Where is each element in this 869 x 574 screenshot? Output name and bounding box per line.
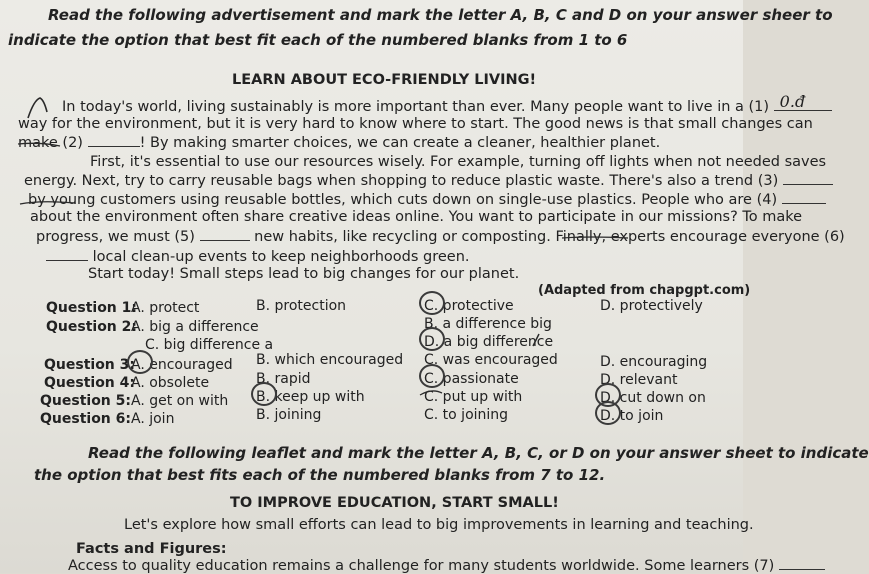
question-label: Question 5: — [40, 393, 131, 409]
passage-text: energy. Next, try to carry reusable bags when shopping to reduce plastic waste. There's also a trend (3) — [24, 173, 779, 189]
option-c: C. to joining — [424, 407, 509, 423]
section2-instruction-line1: Read the following leaflet and mark the letter A, B, C, or D on your answer sheet to indicate — [88, 444, 869, 462]
passage-text: new habits, like recycling or composting. Finally, experts encourage everyone (6) — [254, 229, 845, 245]
option-a: A. protect — [131, 300, 200, 316]
section2-instruction-line2: the option that best fits each of the numbered blanks from 7 to 12. — [34, 466, 606, 484]
source-credit: (Adapted from chapgpt.com) — [538, 283, 751, 298]
passage-text: Access to quality education remains a challenge for many students worldwide. Some learners (7) — [68, 558, 775, 574]
option-b: B. protection — [256, 298, 347, 314]
option-d: D. a big difference — [424, 334, 554, 350]
passage-line: way for the environment, but it is very hard to know where to start. The good news is that small changes can — [18, 116, 813, 132]
passage-line: Start today! Small steps lead to big changes for our planet. — [88, 266, 520, 282]
section1-instruction-line2: indicate the option that best fit each of the numbered blanks from 1 to 6 — [8, 31, 628, 49]
facts-line — [68, 557, 825, 574]
question-label: Question 2: — [46, 319, 137, 335]
passage-line: about the environment often share creative ideas online. You want to participate in our missions? To make — [30, 209, 803, 225]
option-c: C. was encouraged — [424, 352, 558, 368]
section1-title: LEARN ABOUT ECO-FRIENDLY LIVING! — [232, 72, 537, 88]
option-c: C. passionate — [424, 371, 519, 387]
passage-text: progress, we must (5) — [36, 229, 195, 245]
option-a: A. obsolete — [131, 375, 210, 391]
option-d: D. cut down on — [600, 390, 706, 406]
section2-intro: Let's explore how small efforts can lead to big improvements in learning and teaching. — [124, 517, 754, 533]
passage-text: In today's world, living sustainably is more important than ever. Many people want to live in a (1) — [62, 99, 770, 115]
option-b: B. a difference big — [424, 316, 552, 332]
option-a: A. big a difference — [131, 319, 259, 335]
passage-text: ! By making smarter choices, we can create a cleaner, healthier planet. — [139, 135, 661, 151]
option-a: A. join — [131, 411, 175, 427]
handwritten-answer: 0.đ — [779, 92, 806, 111]
blank-1 — [774, 92, 832, 111]
option-b: B. keep up with — [256, 389, 365, 405]
blank-4 — [782, 191, 826, 204]
option-d: D. relevant — [600, 372, 678, 388]
question-label: Question 6: — [40, 411, 131, 427]
option-b: B. which encouraged — [256, 352, 404, 368]
option-a: A. encouraged — [131, 357, 233, 373]
question-label: Question 3: — [44, 357, 135, 373]
blank-7 — [779, 557, 825, 570]
facts-heading: Facts and Figures: — [76, 541, 227, 557]
blank-3 — [783, 172, 833, 185]
passage-line: First, it's essential to use our resources wisely. For example, turning off lights when not needed saves — [90, 154, 827, 170]
option-d: D. encouraging — [600, 354, 708, 370]
section2-title: TO IMPROVE EDUCATION, START SMALL! — [230, 495, 559, 511]
question-label: Question 1: — [46, 300, 137, 316]
option-b: B. joining — [256, 407, 322, 423]
option-a: A. get on with — [131, 393, 229, 409]
option-b: B. rapid — [256, 371, 311, 387]
option-c: C. protective — [424, 298, 514, 314]
question-label: Question 4: — [44, 375, 135, 391]
option-d: D. protectively — [600, 298, 703, 314]
passage-text: local clean-up events to keep neighborhoods green. — [92, 249, 470, 265]
option-c: C. put up with — [424, 389, 523, 405]
passage-text: by young customers using reusable bottles, which cuts down on single-use plastics. People who are (4) — [28, 192, 778, 208]
section1-instruction-line1: Read the following advertisement and mark the letter A, B, C and D on your answer sheer to — [48, 6, 833, 24]
option-d: D. to join — [600, 408, 664, 424]
option-c: C. big difference a — [145, 337, 274, 353]
passage-text: make (2) — [18, 135, 83, 151]
